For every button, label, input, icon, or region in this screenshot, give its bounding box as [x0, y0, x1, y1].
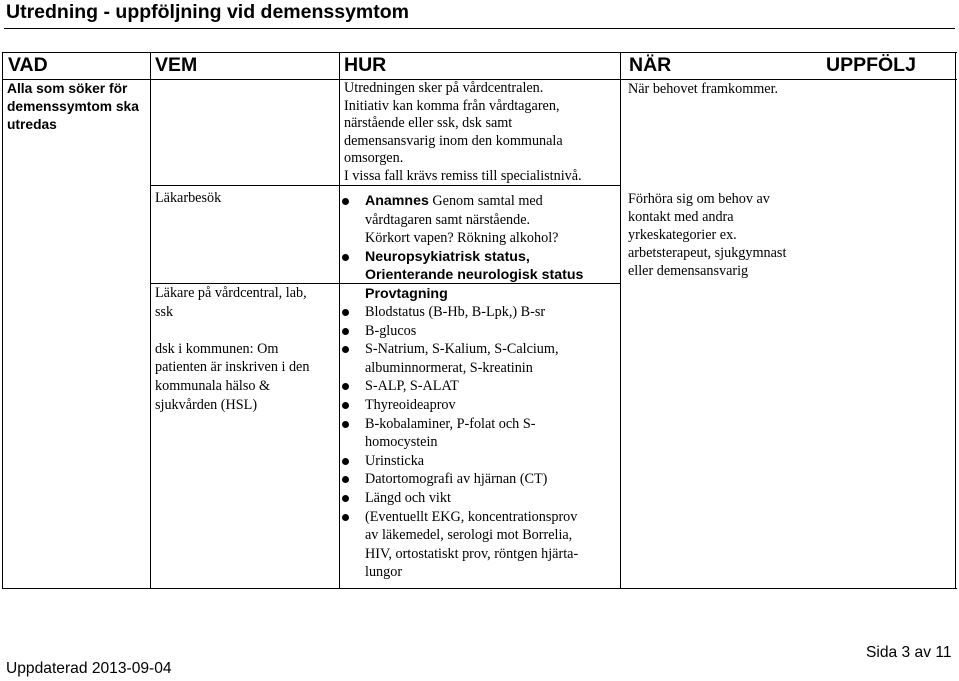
prov-text: B-glucos	[365, 322, 417, 339]
hur-intro-line: demensansvarig inom den kommunala	[344, 132, 563, 149]
hur-intro-line: Initiativ kan komma från vårdtagaren,	[344, 97, 560, 114]
bullet-icon	[342, 402, 349, 409]
list-item	[341, 322, 578, 341]
hur-anamnes-list	[341, 192, 583, 285]
provtagning-list	[341, 303, 578, 582]
vad-line: Alla som söker för	[7, 81, 128, 96]
bullet-icon	[342, 328, 349, 335]
prov-text: HIV, ortostatiskt prov, röntgen hjärta-	[365, 545, 579, 562]
prov-text: Blodstatus (B-Hb, B-Lpk,) B-sr	[365, 304, 546, 320]
vem-lakarbesok: Läkarbesök	[155, 190, 222, 206]
anamnes-text: Genom samtal med	[428, 193, 543, 209]
prov-text: av läkemedel, serologi mot Borrelia,	[365, 527, 573, 544]
prov-text: Thyreoideaprov	[365, 396, 456, 413]
anamnes-label: Anamnes	[365, 193, 429, 209]
hur-intro-line: omsorgen.	[344, 150, 404, 166]
neuro-text: Neuropsykiatrisk status,	[365, 248, 530, 265]
footer-page-number: Sida 3 av 11	[866, 644, 952, 661]
bullet-icon	[342, 421, 349, 428]
prov-text: Datortomografi av hjärnan (CT)	[365, 471, 548, 488]
header-nar: NÄR	[629, 54, 672, 76]
provtagning-label: Provtagning	[365, 286, 448, 302]
prov-text: (Eventuellt EKG, koncentrationsprov	[365, 508, 578, 525]
bullet-icon	[342, 198, 349, 205]
list-item	[341, 396, 578, 415]
prov-text: homocystein	[365, 434, 438, 451]
nar-line: eller demensansvarig	[628, 263, 749, 279]
nar-line: Förhöra sig om behov av	[628, 191, 770, 207]
prov-text: Urinsticka	[365, 452, 425, 469]
bullet-icon	[342, 346, 349, 353]
hur-intro-line: Utredningen sker på vårdcentralen.	[344, 80, 544, 96]
list-item	[341, 303, 578, 322]
vem-line: ssk	[155, 303, 174, 320]
vem-line: kommunala hälso &	[155, 377, 271, 394]
neuro-text: Orienterande neurologisk status	[365, 267, 584, 284]
vem-personnel	[155, 284, 309, 414]
bullet-icon	[342, 495, 349, 502]
vem-line: patienten är inskriven i den	[155, 359, 310, 376]
vad-line: demenssymtom ska	[7, 99, 139, 114]
list-item	[341, 470, 578, 489]
document-title: Utredning - uppföljning vid demenssymtom	[6, 1, 410, 23]
bullet-icon	[342, 476, 349, 483]
hur-intro	[344, 80, 582, 185]
list-item	[341, 192, 583, 248]
prov-text: lungor	[365, 564, 403, 581]
vad-line: utredas	[7, 117, 57, 132]
bullet-icon	[342, 309, 349, 316]
vem-line: Läkare på vårdcentral, lab,	[155, 285, 307, 301]
anamnes-text: vårdtagaren samt närstående.	[365, 211, 531, 228]
vem-line	[155, 321, 309, 340]
nar-line: kontakt med andra	[628, 209, 734, 225]
hur-intro-line: I vissa fall krävs remiss till specialistnivå.	[344, 167, 582, 184]
header-hur: HUR	[344, 54, 387, 76]
bullet-icon	[342, 458, 349, 465]
list-item	[341, 508, 578, 582]
prov-text: S-Natrium, S-Kalium, S-Calcium,	[365, 341, 559, 358]
list-item	[341, 489, 578, 508]
nar-1: När behovet framkommer.	[628, 81, 779, 97]
header-uppfolj: UPPFÖLJ	[826, 54, 916, 76]
prov-text: Längd och vikt	[365, 489, 451, 506]
vem-line: dsk i kommunen: Om	[155, 340, 279, 357]
nar-2	[628, 190, 786, 280]
header-vem: VEM	[155, 54, 198, 76]
bullet-icon	[342, 383, 349, 390]
prov-text: S-ALP, S-ALAT	[365, 378, 459, 395]
nar-line: arbetsterapeut, sjukgymnast	[628, 245, 787, 261]
list-item	[341, 452, 578, 471]
list-item	[341, 248, 583, 285]
prov-text: albuminnormerat, S-kreatinin	[365, 359, 533, 376]
bullet-icon	[342, 514, 349, 521]
list-item	[341, 415, 578, 452]
header-vad: VAD	[8, 54, 48, 76]
list-item	[341, 340, 578, 377]
bullet-icon	[342, 254, 349, 261]
list-item	[341, 377, 578, 396]
vem-line: sjukvården (HSL)	[155, 396, 258, 413]
prov-text: B-kobalaminer, P-folat och S-	[365, 415, 536, 432]
title-rule	[4, 28, 955, 29]
vad-cell	[7, 80, 139, 134]
footer-updated-date: Uppdaterad 2013-09-04	[6, 660, 172, 677]
hur-intro-line: närstående eller ssk, dsk samt	[344, 115, 513, 131]
nar-line: yrkeskategorier ex.	[628, 227, 737, 243]
anamnes-text: Körkort vapen? Rökning alkohol?	[365, 230, 559, 247]
